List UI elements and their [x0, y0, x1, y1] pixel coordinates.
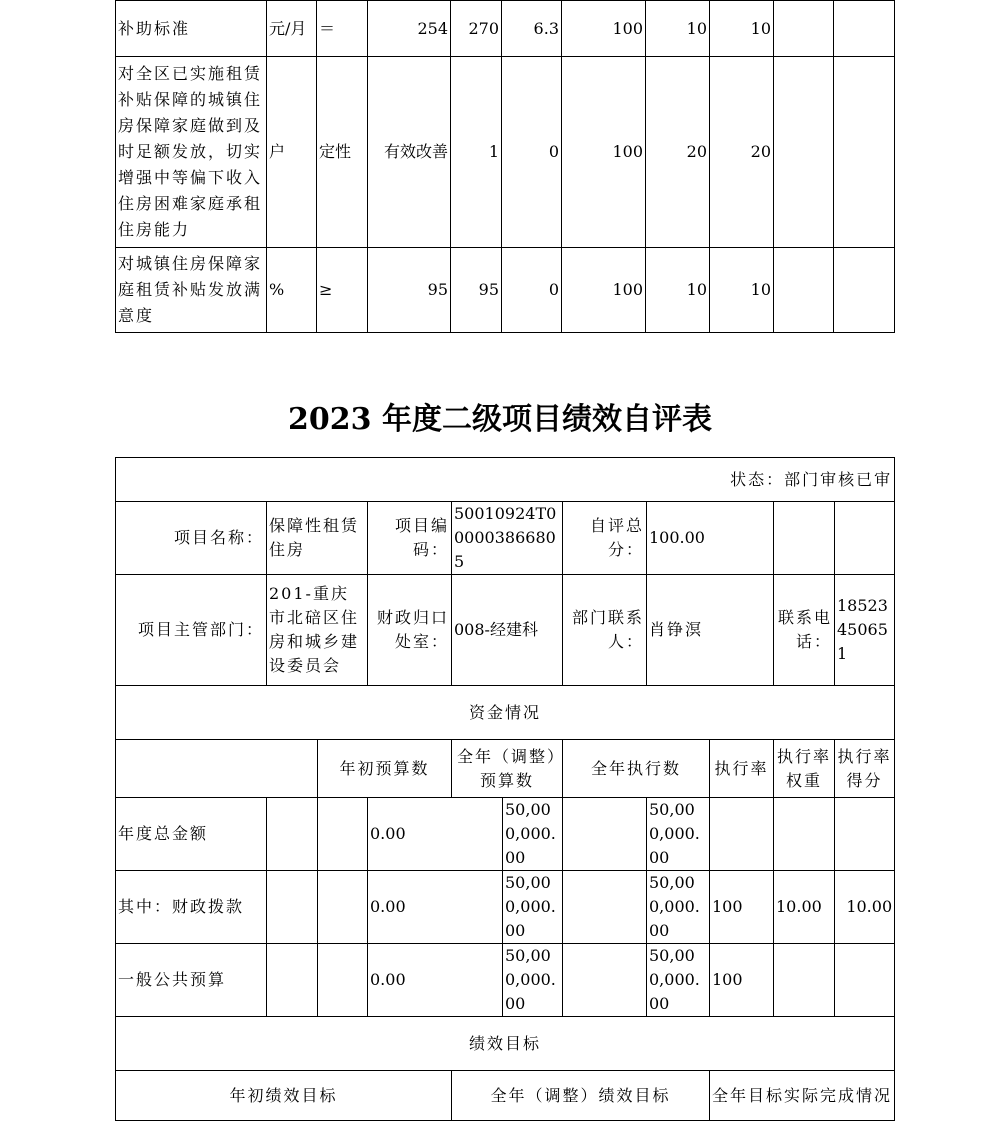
- empty-cell: [563, 798, 647, 871]
- project-info-row: [116, 502, 895, 575]
- indicator-weight: 10: [646, 1, 710, 57]
- funds-section-title: 资金情况: [116, 686, 895, 740]
- fund-executed: 50,000,000.00: [647, 871, 710, 944]
- contact-person: 肖铮溟: [647, 575, 774, 686]
- rate-weight-header: 执行率权重: [774, 740, 835, 798]
- indicator-target: 254: [368, 1, 451, 57]
- table-row: [116, 248, 895, 333]
- adjusted-perf-header: 全年（调整）绩效目标: [452, 1071, 710, 1121]
- department-info-row: [116, 575, 895, 686]
- funds-row: [116, 871, 895, 944]
- project-code-label: 项目编码：: [368, 502, 452, 575]
- indicator-operator: ≥: [317, 248, 368, 333]
- indicator-name: 对全区已实施租赁补贴保障的城镇住房保障家庭做到及时足额发放，切实增强中等偏下收入住房困难家庭承租住房能力: [116, 57, 267, 248]
- empty-cell: [318, 871, 368, 944]
- empty-cell: [563, 944, 647, 1017]
- fund-rate: [710, 798, 774, 871]
- indicator-unit: 元/月: [267, 1, 317, 57]
- indicator-weight: 10: [646, 248, 710, 333]
- indicator-actual: 1: [451, 57, 502, 248]
- fund-weight: [774, 944, 835, 1017]
- status-row: [116, 458, 895, 502]
- indicator-rate: 100: [562, 1, 646, 57]
- fund-name: 年度总金额: [116, 798, 267, 871]
- fund-initial: 0.00: [368, 944, 503, 1017]
- fund-initial: 0.00: [368, 871, 503, 944]
- funds-section-row: [116, 686, 895, 740]
- table-row: [116, 57, 895, 248]
- fund-weight: 10.00: [774, 871, 835, 944]
- actual-perf-header: 全年目标实际完成情况: [710, 1071, 895, 1121]
- empty-cell: [834, 1, 895, 57]
- fund-adjusted: 50,000,000.00: [503, 798, 563, 871]
- finance-label: 财政归口处室：: [368, 575, 452, 686]
- indicator-score: 20: [710, 57, 774, 248]
- dept-label: 项目主管部门：: [116, 575, 267, 686]
- indicator-deviation: 0: [502, 248, 562, 333]
- empty-cell: [834, 248, 895, 333]
- empty-cell: [774, 502, 835, 575]
- fund-name: 一般公共预算: [116, 944, 267, 1017]
- status-text: 状态：部门审核已审: [116, 458, 895, 502]
- indicator-actual: 270: [451, 1, 502, 57]
- adjusted-budget-header: 全年（调整）预算数: [452, 740, 563, 798]
- fund-adjusted: 50,000,000.00: [503, 871, 563, 944]
- empty-cell: [834, 57, 895, 248]
- empty-cell: [563, 871, 647, 944]
- indicator-target: 有效改善: [368, 57, 451, 248]
- indicator-rate: 100: [562, 57, 646, 248]
- project-name-label: 项目名称：: [116, 502, 267, 575]
- indicator-unit: %: [267, 248, 317, 333]
- indicator-name: 补助标准: [116, 1, 267, 57]
- indicator-unit: 户: [267, 57, 317, 248]
- page-title: 2023 年度二级项目绩效自评表: [288, 402, 712, 437]
- self-score: 100.00: [647, 502, 774, 575]
- empty-cell: [267, 871, 318, 944]
- empty-cell: [267, 944, 318, 1017]
- indicator-deviation: 0: [502, 57, 562, 248]
- funds-header-row: [116, 740, 895, 798]
- empty-cell: [835, 502, 895, 575]
- fund-name: 其中：财政拨款: [116, 871, 267, 944]
- self-evaluation-table: [115, 457, 895, 1121]
- fund-score: 10.00: [835, 871, 895, 944]
- dept-name: 201-重庆市北碚区住房和城乡建设委员会: [267, 575, 368, 686]
- empty-cell: [318, 944, 368, 1017]
- empty-cell: [774, 248, 834, 333]
- fund-score: [835, 944, 895, 1017]
- rate-score-header: 执行率得分: [835, 740, 895, 798]
- self-score-label: 自评总分：: [563, 502, 647, 575]
- project-code: 50010924T000003866805: [452, 502, 563, 575]
- indicator-score: 10: [710, 248, 774, 333]
- indicator-deviation: 6.3: [502, 1, 562, 57]
- indicator-rate: 100: [562, 248, 646, 333]
- indicator-actual: 95: [451, 248, 502, 333]
- finance-office: 008-经建科: [452, 575, 563, 686]
- empty-cell: [774, 1, 834, 57]
- execution-rate-header: 执行率: [710, 740, 774, 798]
- funds-row: [116, 944, 895, 1017]
- indicator-target: 95: [368, 248, 451, 333]
- indicator-name: 对城镇住房保障家庭租赁补贴发放满意度: [116, 248, 267, 333]
- fund-adjusted: 50,000,000.00: [503, 944, 563, 1017]
- fund-score: [835, 798, 895, 871]
- initial-budget-header: 年初预算数: [318, 740, 452, 798]
- contact-label: 部门联系人：: [563, 575, 647, 686]
- fund-executed: 50,000,000.00: [647, 944, 710, 1017]
- indicator-operator: ＝: [317, 1, 368, 57]
- perf-header-row: [116, 1071, 895, 1121]
- table-row: [116, 1, 895, 57]
- fund-initial: 0.00: [368, 798, 503, 871]
- empty-cell: [267, 798, 318, 871]
- funds-row: [116, 798, 895, 871]
- indicator-score: 10: [710, 1, 774, 57]
- fund-weight: [774, 798, 835, 871]
- indicator-table: [115, 0, 895, 333]
- perf-section-title: 绩效目标: [116, 1017, 895, 1071]
- indicator-weight: 20: [646, 57, 710, 248]
- empty-cell: [774, 57, 834, 248]
- fund-rate: 100: [710, 944, 774, 1017]
- indicator-operator: 定性: [317, 57, 368, 248]
- initial-perf-header: 年初绩效目标: [116, 1071, 452, 1121]
- empty-cell: [116, 740, 318, 798]
- project-name: 保障性租赁住房: [267, 502, 368, 575]
- phone-number: 18523450651: [835, 575, 895, 686]
- perf-section-row: [116, 1017, 895, 1071]
- fund-rate: 100: [710, 871, 774, 944]
- empty-cell: [318, 798, 368, 871]
- phone-label: 联系电话：: [774, 575, 835, 686]
- executed-header: 全年执行数: [563, 740, 710, 798]
- fund-executed: 50,000,000.00: [647, 798, 710, 871]
